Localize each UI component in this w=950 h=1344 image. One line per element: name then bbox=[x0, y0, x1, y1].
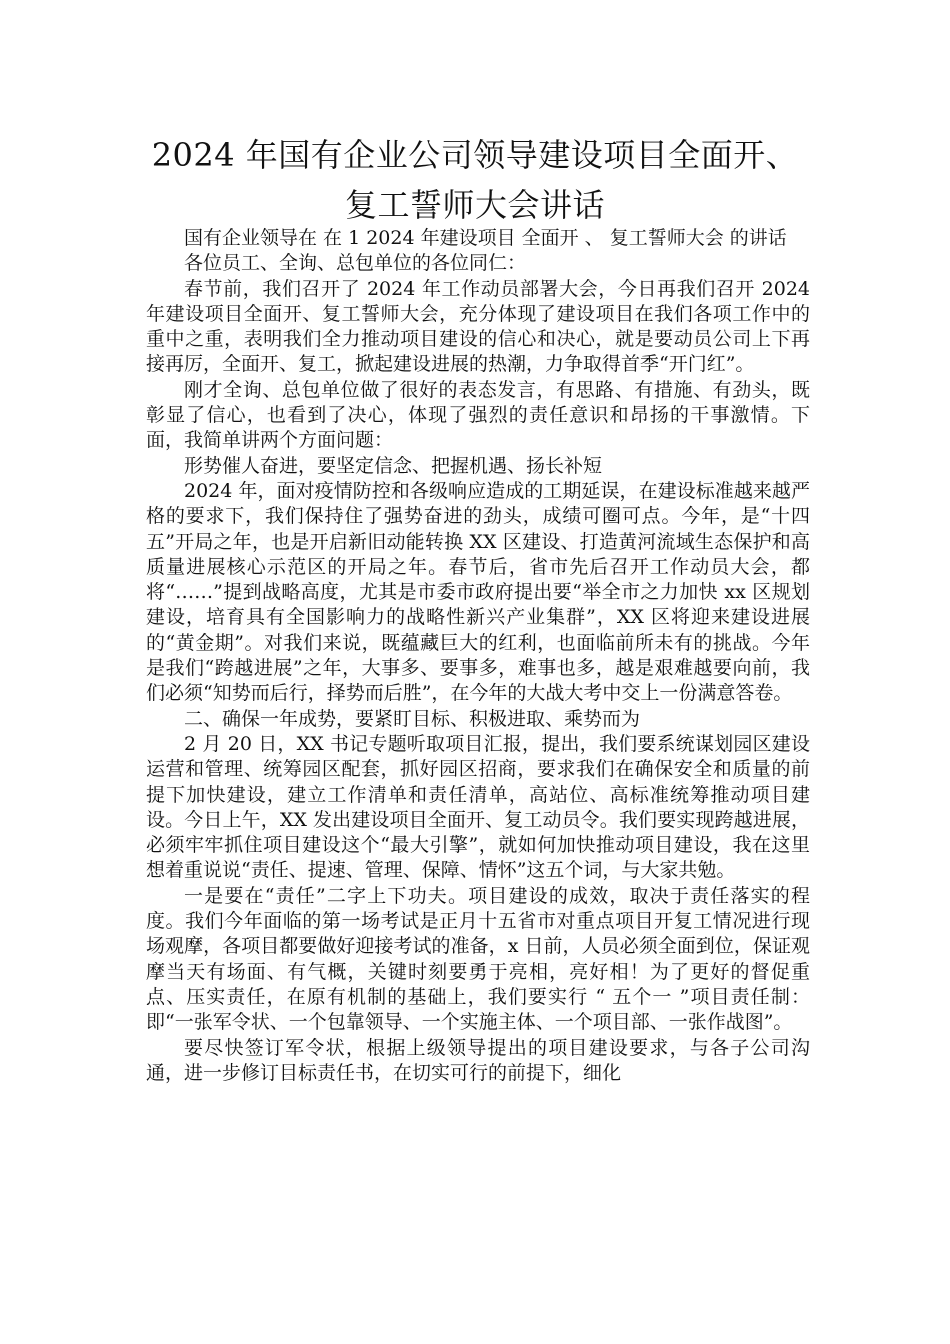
document-body bbox=[146, 226, 810, 1086]
paragraph-intro: 春节前，我们召开了 2024 年工作动员部署大会，今日再我们召开 2024 年建设项目全面开、复工誓师大会，充分体现了建设项目在我们各项工作中的重中之重，表明我们全力推动项目建设的信心和决心，就是要动员公司上下再接再厉，全面开、复工，掀起建设进展的热潮，力争取得首季“开门红”。 bbox=[146, 277, 810, 376]
paragraph-directive: 2 月 20 日，XX 书记专题听取项目汇报，提出，我们要系统谋划园区建设运营和管理、统筹园区配套，抓好园区招商，要求我们在确保安全和质量的前提下加快建设，建立工作清单和责任清单，高站位、高标准统筹推动项目建设。今日上午，XX 发出建设项目全面开、复工动员令。我们要实现跨越进展，必须牢牢抓住项目建设这个“最大引擎”，就如何加快推动项目建设，我在这里想着重说说“责任、提速、管理、保障、情怀”这五个词，与大家共勉。 bbox=[146, 732, 810, 882]
paragraph-speech-subtitle: 国有企业领导在 在 1 2024 年建设项目 全面开 、 复工誓师大会 的讲话 bbox=[184, 227, 787, 249]
title-line-2: 复工誓师大会讲话 bbox=[344, 186, 605, 224]
section-heading-1: 形势催人奋进，要坚定信念、把握机遇、扬长补短 bbox=[184, 454, 603, 477]
section-heading-2: 二、确保一年成势，要紧盯目标、积极进取、乘势而为 bbox=[184, 707, 641, 730]
paragraph-situation: 2024 年，面对疫情防控和各级响应造成的工期延误，在建设标准越来越严格的要求下，我们保持住了强势奋进的劲头，成绩可圈可点。今年，是“十四五”开局之年，也是开启新旧动能转换 XX 区建设、打造黄河流域生态保护和高质量进展核心示范区的开局之年。春节后，省市先后召开工作动员大会，都将“……”提到战略高度，尤其是市委市政府提出要“举全市之力加快 xx 区规划建设，培育具有全国影响力的战略性新兴产业集群”，XX 区将迎来建设进展的“黄金期”。对我们来说，既蕴藏巨大的红利，也面临前所未有的挑战。今年是我们“跨越进展”之年，大事多、要事多，难事也多，越是艰难越要向前，我们必须“知势而后行，择势而后胜”，在今年的大战大考中交上一份满意答卷。 bbox=[146, 479, 810, 705]
paragraph-military-order: 要尽快签订军令状，根据上级领导提出的项目建设要求，与各子公司沟通，进一步修订目标责任书，在切实可行的前提下，细化 bbox=[146, 1036, 810, 1084]
paragraph-acknowledgement: 刚才全询、总包单位做了很好的表态发言，有思路、有措施、有劲头，既彰显了信心，也看到了决心，体现了强烈的责任意识和昂扬的干事激情。下面，我简单讲两个方面问题： bbox=[146, 378, 810, 452]
paragraph-responsibility: 一是要在“责任”二字上下功夫。项目建设的成效，取决于责任落实的程度。我们今年面临的第一场考试是正月十五省市对重点项目开复工情况进行现场观摩，各项目都要做好迎接考试的准备，x 日前，人员必须全面到位，保证观摩当天有场面、有气概，关键时刻要勇于亮相，亮好相！为了更好的督促重点、压实责任，在原有机制的基础上，我们要实行 “ 五个一 ”项目责任制：即“一张军令状、一个包靠领导、一个实施主体、一个项目部、一张作战图”。 bbox=[146, 884, 810, 1034]
paragraph-salutation: 各位员工、全询、总包单位的各位同仁： bbox=[184, 252, 527, 275]
document-title bbox=[100, 130, 850, 230]
title-line-1: 2024 年国有企业公司领导建设项目全面开、 bbox=[151, 136, 799, 174]
